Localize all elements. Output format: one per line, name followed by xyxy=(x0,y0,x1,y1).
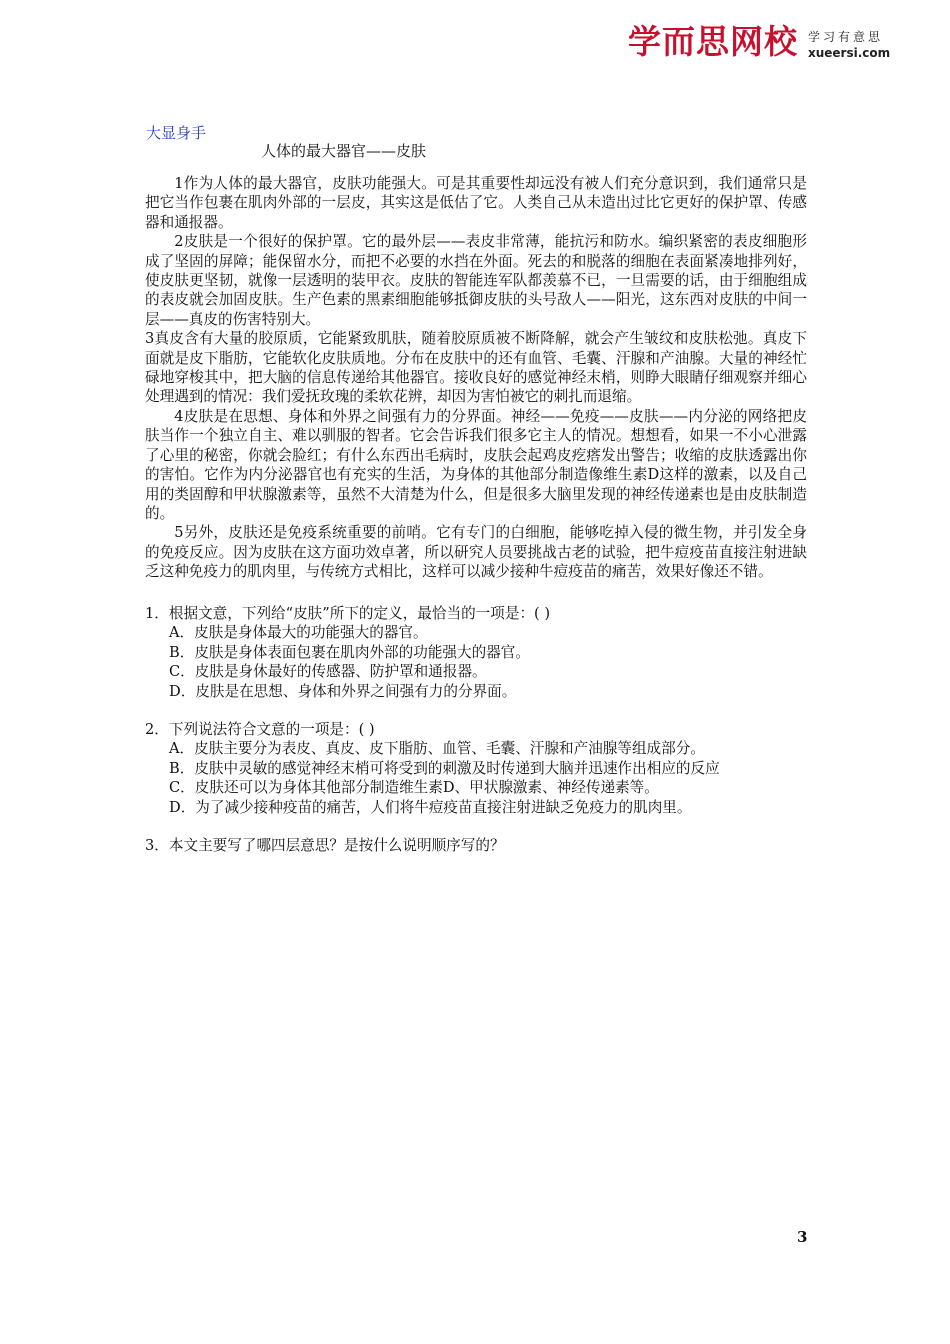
option-c: C．皮肤是身休最好的传感器、防护罩和通报器。 xyxy=(169,663,487,681)
option-c: C．皮肤还可以为身体其他部分制造维生素D、甲状腺激素、神经传递素等。 xyxy=(169,779,659,797)
logo-text: 学而思网校 xyxy=(628,22,798,61)
option-a: A．皮肤主要分为表皮、真皮、皮下脂肪、血管、毛囊、汗腺和产油腺等组成部分。 xyxy=(169,740,705,758)
option-a: A．皮肤是身体最大的功能强大的器官。 xyxy=(169,624,428,642)
option-b: B．皮肤中灵敏的感觉神经末梢可将受到的刺激及时传递到大脑并迅速作出相应的反应 xyxy=(169,759,720,777)
question-1 xyxy=(145,604,815,701)
brand-logo xyxy=(628,22,898,66)
question-stem: 1．根据文意，下列给“皮肤”所下的定义，最恰当的一项是：( ) xyxy=(145,605,551,622)
article-body xyxy=(145,174,807,582)
section-label: 大显身手 xyxy=(146,124,207,142)
page-number: 3 xyxy=(797,1228,808,1246)
question-stem: 2．下列说法符合文意的一项是：( ) xyxy=(145,721,375,739)
paragraph-4: 4皮肤是在思想、身体和外界之间强有力的分界面。神经——免疫——皮肤——内分泌的网络把皮肤当作一个独立自主、难以驯服的智者。它会告诉我们很多它主人的情况。想想看，如果一不小心泄露了心里的秘密，你就会脸红；有什么东西出毛病时，皮肤会起鸡皮疙瘩发出警告；收缩的皮肤透露出你的害怕。它作为内分泌器官也有充实的生活，为身体的其他部分制造像维生素D这样的激素，以及自己用的类固醇和甲状腺激素等，虽然不大清楚为什么，但是很多大脑里发现的神经传递素也是由皮肤制造的。 xyxy=(145,407,807,522)
paragraph-3: 3真皮含有大量的胶原质，它能紧致肌肤，随着胶原质被不断降解，就会产生皱纹和皮肤松弛。真皮下面就是皮下脂肪，它能软化皮肤质地。分布在皮肤中的还有血管、毛囊、汗腺和产油腺。大量的神经忙碌地穿梭其中，把大脑的信息传递给其他器官。接收良好的感觉神经末梢，则睁大眼睛仔细观察并细心处理遇到的情况：我们爱抚玫瑰的柔软花辨，却因为害怕被它的刺扎而退缩。 xyxy=(145,330,807,406)
question-stem: 3．本文主要写了哪四层意思？是按什么说明顺序写的？ xyxy=(145,837,505,855)
question-3 xyxy=(145,836,815,855)
paragraph-5: 5另外，皮肤还是免疫系统重要的前哨。它有专门的白细胞，能够吃掉入侵的微生物，并引发全身的免疫反应。因为皮肤在这方面功效卓著，所以研究人员要挑战古老的试验，把牛痘疫苗直接注射进缺乏这种免疫力的肌肉里，与传统方式相比，这样可以减少接种牛痘疫苗的痛苦，效果好像还不错。 xyxy=(145,524,807,581)
logo-url: xueersi.com xyxy=(808,46,891,60)
option-d: D．为了减少接种疫苗的痛苦，人们将牛痘疫苗直接注射进缺乏免疫力的肌肉里。 xyxy=(169,798,692,816)
option-d: D．皮肤是在思想、身体和外界之间强有力的分界面。 xyxy=(169,682,517,700)
article-title: 人体的最大器官——皮肤 xyxy=(261,142,427,160)
paragraph-2: 2皮肤是一个很好的保护罩。它的最外层——表皮非常薄，能抗污和防水。编织紧密的表皮细胞形成了坚固的屏障；能保留水分，而把不必要的水挡在外面。死去的和脱落的细胞在表面紧凑地排列好，使皮肤更坚韧，就像一层透明的装甲衣。皮肤的智能连军队都羡慕不已，一旦需要的话，由于细胞组成的表皮就会加固皮肤。生产色素的黑素细胞能够抵御皮肤的头号敌人——阳光，这东西对皮肤的中间一层——真皮的伤害特别大。 xyxy=(145,233,807,328)
paragraph-1: 1作为人体的最大器官，皮肤功能强大。可是其重要性却远没有被人们充分意识到，我们通常只是把它当作包裹在肌肉外部的一层皮，其实这是低估了它。人类自己从未造出过比它更好的保护罩、传感器和通报器。 xyxy=(145,175,807,231)
question-list xyxy=(145,604,815,874)
question-2 xyxy=(145,720,815,817)
logo-slogan: 学习有意思 xyxy=(808,30,884,44)
option-b: B．皮肤是身体表面包裹在肌肉外部的功能强大的器官。 xyxy=(169,643,530,661)
